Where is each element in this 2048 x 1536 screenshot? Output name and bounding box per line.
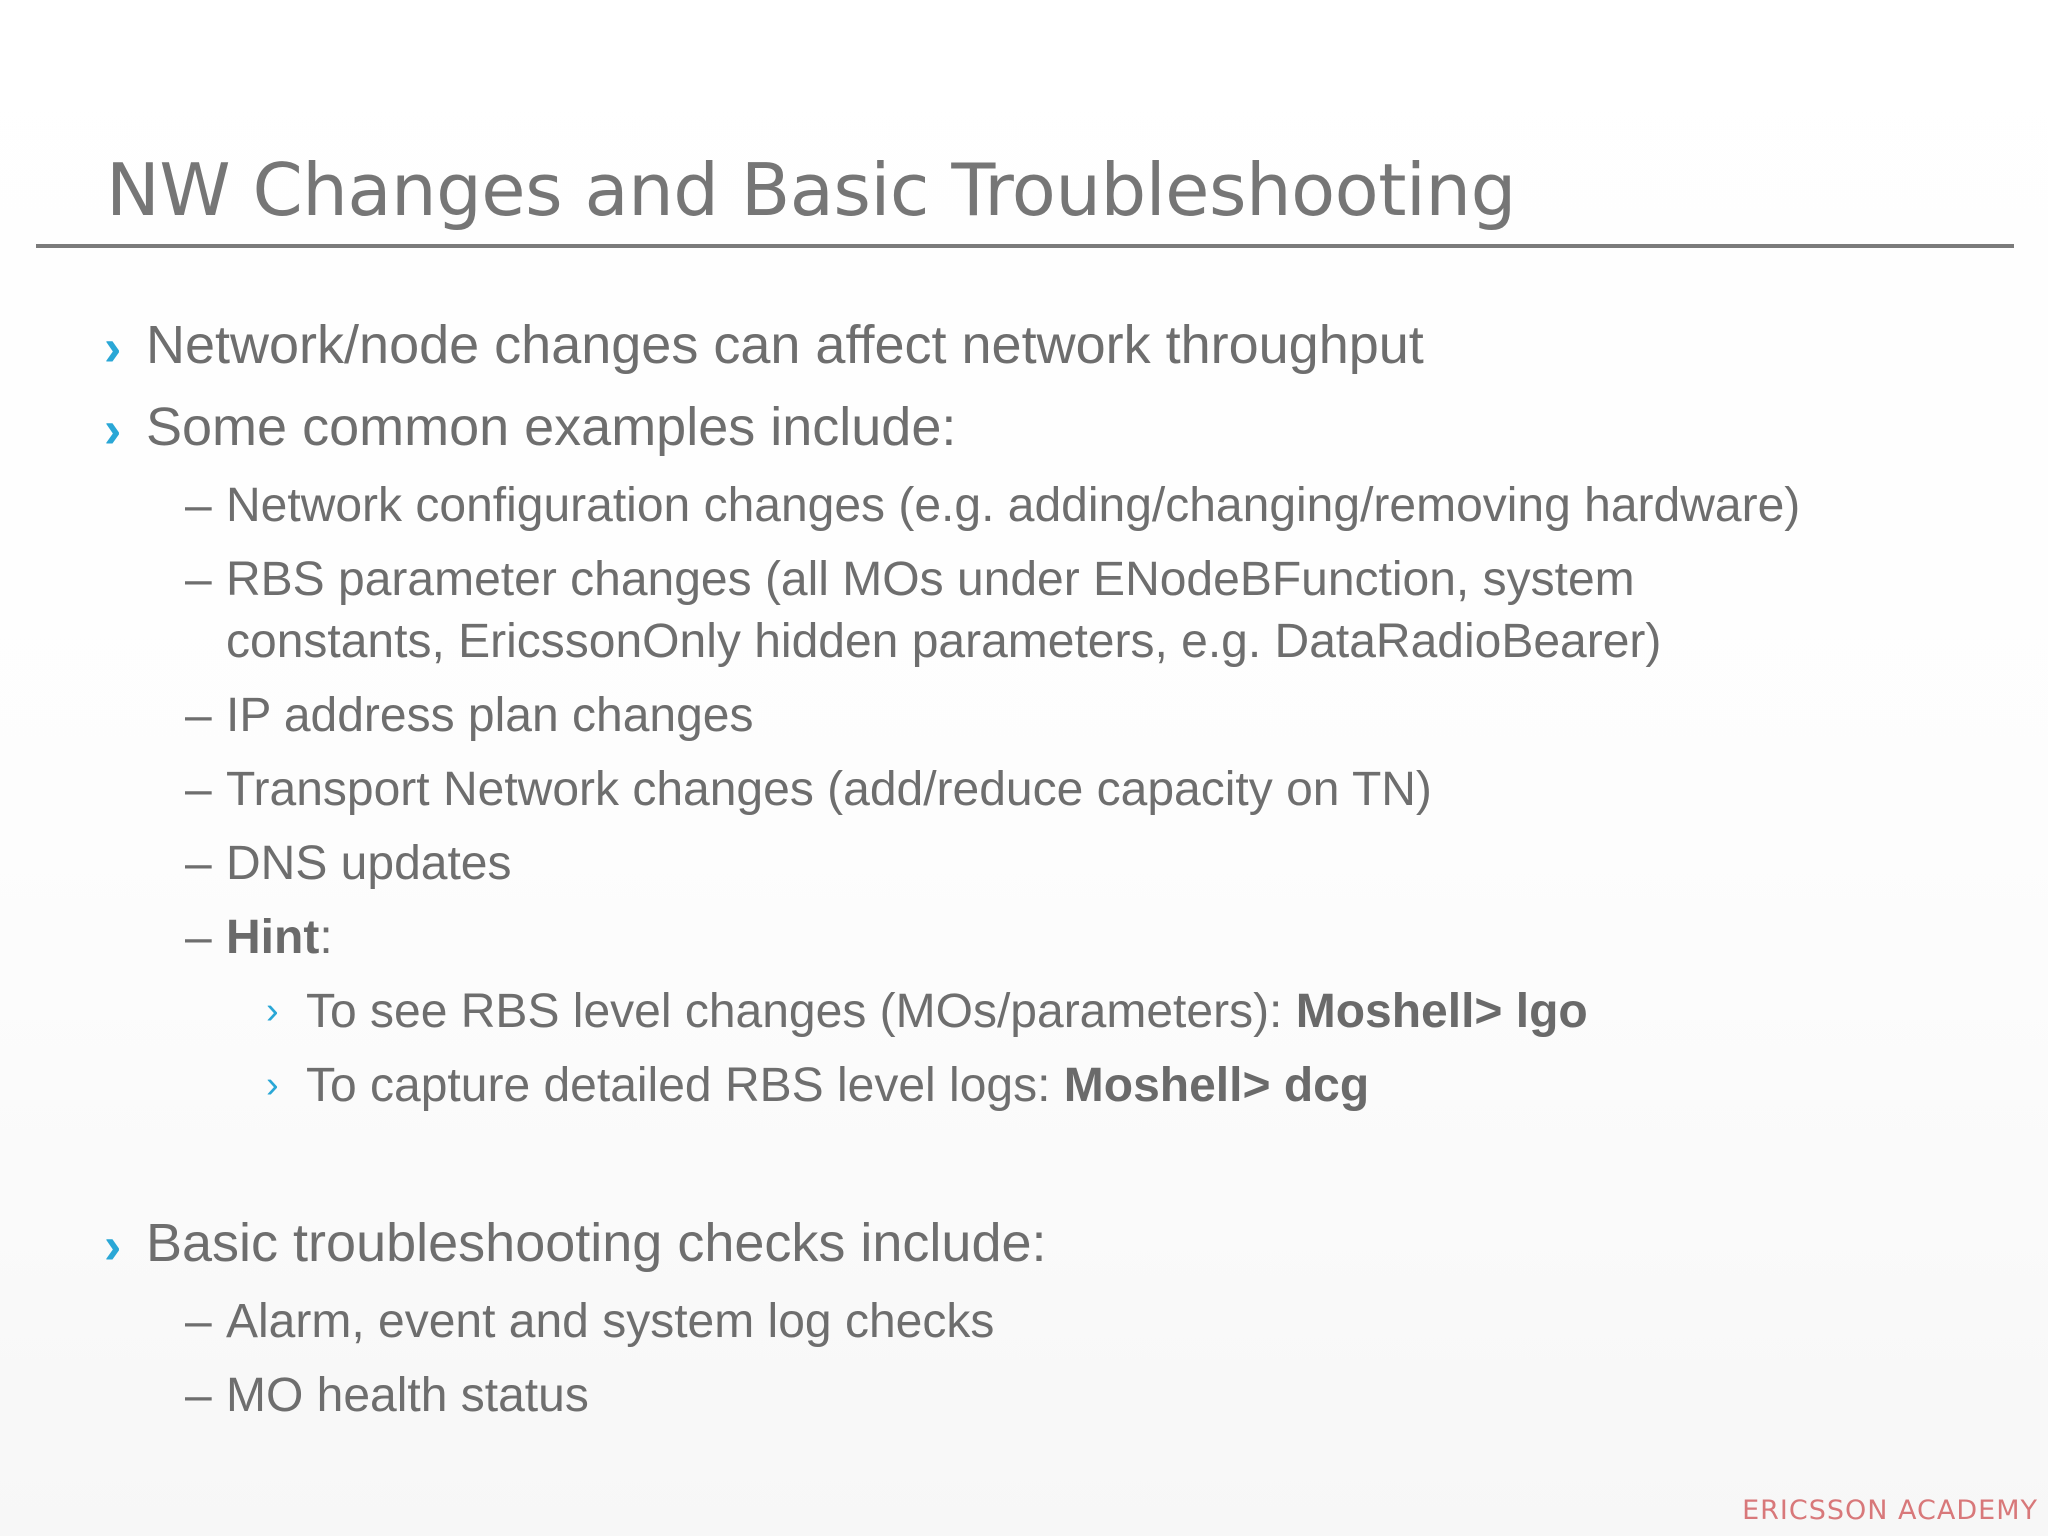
hint-colon: : (319, 911, 333, 964)
hint-lgo (306, 984, 1588, 1039)
hint-dcg (306, 1058, 1369, 1113)
hint-lgo-command: Moshell> lgo (1295, 985, 1588, 1038)
hint-label: Hint (226, 911, 320, 964)
bullet-basic-troubleshooting: Basic troubleshooting checks include: (146, 1213, 1047, 1273)
sub-dns-updates: DNS updates (226, 837, 512, 890)
chevron-bullet-icon: › (266, 1064, 279, 1106)
dash-bullet-icon: – (185, 837, 212, 890)
slide-title: NW Changes and Basic Troubleshooting (106, 148, 1516, 232)
hint-lgo-text: To see RBS level changes (MOs/parameters): (306, 985, 1296, 1038)
dash-bullet-icon: – (185, 1369, 212, 1422)
sub-network-config: Network configuration changes (e.g. adding/changing/removing hardware) (226, 479, 1801, 532)
chevron-bullet-icon: › (104, 401, 122, 459)
sub-transport-network: Transport Network changes (add/reduce capacity on TN) (226, 763, 1432, 816)
sub-ip-plan: IP address plan changes (226, 689, 754, 742)
bullet-common-examples: Some common examples include: (146, 397, 957, 457)
chevron-bullet-icon: › (266, 990, 279, 1032)
dash-bullet-icon: – (185, 553, 212, 606)
sub-rbs-params-line2: constants, EricssonOnly hidden parameters, e.g. DataRadioBearer) (226, 615, 1662, 668)
hint-dcg-text: To capture detailed RBS level logs: (306, 1059, 1064, 1112)
sub-rbs-params-line1: RBS parameter changes (all MOs under ENodeBFunction, system (226, 553, 1635, 606)
chevron-bullet-icon: › (104, 319, 122, 377)
sub-alarm-checks: Alarm, event and system log checks (226, 1295, 995, 1348)
sub-hint (226, 910, 333, 965)
title-divider (36, 244, 2014, 248)
dash-bullet-icon: – (185, 1295, 212, 1348)
sub-mo-health: MO health status (226, 1369, 589, 1422)
ericsson-academy-logo: ERICSSON ACADEMY (1742, 1495, 2038, 1526)
hint-dcg-command: Moshell> dcg (1063, 1059, 1370, 1112)
chevron-bullet-icon: › (104, 1217, 122, 1275)
dash-bullet-icon: – (185, 911, 212, 964)
dash-bullet-icon: – (185, 689, 212, 742)
bullet-network-changes: Network/node changes can affect network throughput (146, 315, 1424, 375)
dash-bullet-icon: – (185, 763, 212, 816)
dash-bullet-icon: – (185, 479, 212, 532)
